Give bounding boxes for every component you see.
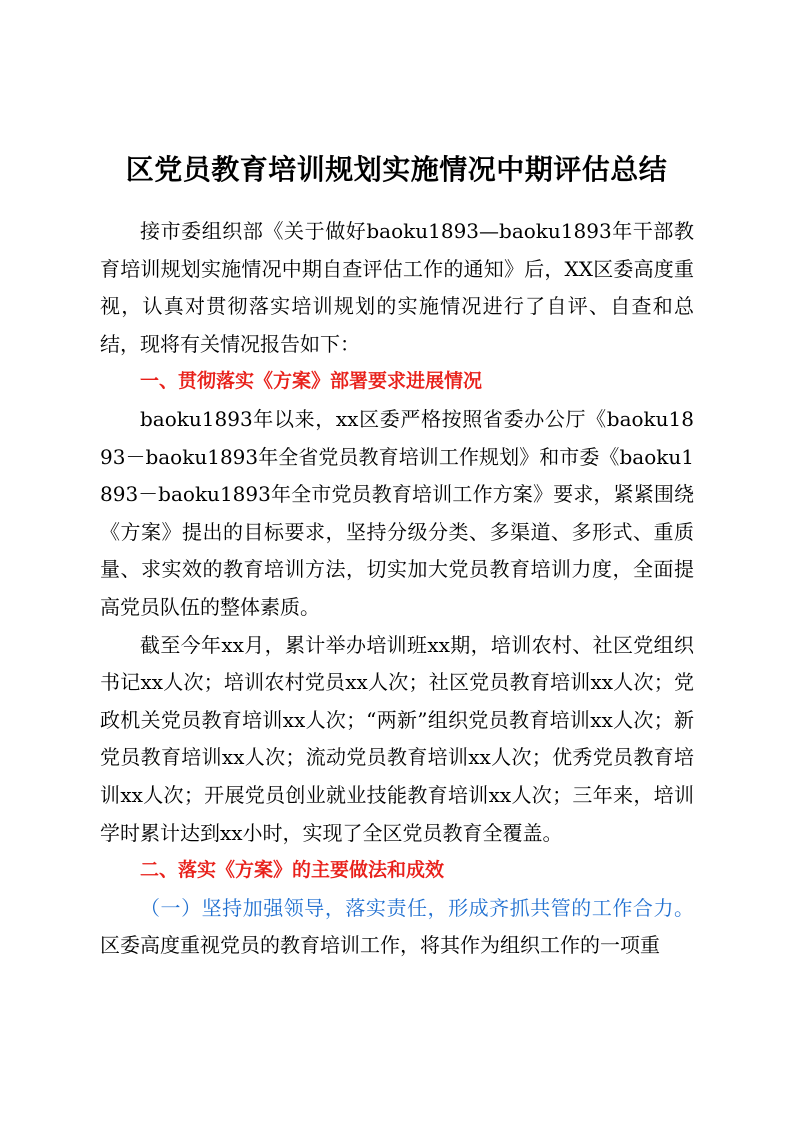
intro-paragraph: 接市委组织部《关于做好baoku1893—baoku1893年干部教育培训规划实施情况中期自查评估工作的通知》后，XX区委高度重视，认真对贯彻落实培训规划的实施情况进行了自评、自查和总结，现将有关情况报告如下： (100, 219, 694, 356)
subsection-1-heading: （一）坚持加强领导，落实责任，形成齐抓共管的工作合力。 (140, 895, 694, 920)
section-1-paragraph-2: 截至今年xx月，累计举办培训班xx期，培训农村、社区党组织书记xx人次；培训农村党员xx人次；社区党员教育培训xx人次；党政机关党员教育培训xx人次；“两新”组织党员教育培训xx人次；新党员教育培训xx人次；流动党员教育培训xx人次；优秀党员教育培训xx人次；开展党员创业就业技能教育培训xx人次；三年来，培训学时累计达到xx小时，实现了全区党员教育全覆盖。 (100, 632, 694, 845)
section-1-paragraph-1: baoku1893年以来，xx区委严格按照省委办公厅《baoku1893－baoku1893年全省党员教育培训工作规划》和市委《baoku1893－baoku1893年全市党员教育培训工作方案》要求，紧紧围绕《方案》提出的目标要求，坚持分级分类、多渠道、多形式、重质量、求实效的教育培训方法，切实加大党员教育培训力度，全面提高党员队伍的整体素质。 (100, 406, 694, 619)
document-body (100, 213, 694, 965)
document-title: 区党员教育培训规划实施情况中期评估总结 (125, 153, 668, 186)
section-1-heading: 一、贯彻落实《方案》部署要求进展情况 (140, 370, 483, 393)
section-2-heading: 二、落实《方案》的主要做法和成效 (140, 859, 445, 882)
subsection-1-paragraph (100, 890, 694, 965)
subsection-1-text: 区委高度重视党员的教育培训工作，将其作为组织工作的一项重 (100, 933, 660, 958)
